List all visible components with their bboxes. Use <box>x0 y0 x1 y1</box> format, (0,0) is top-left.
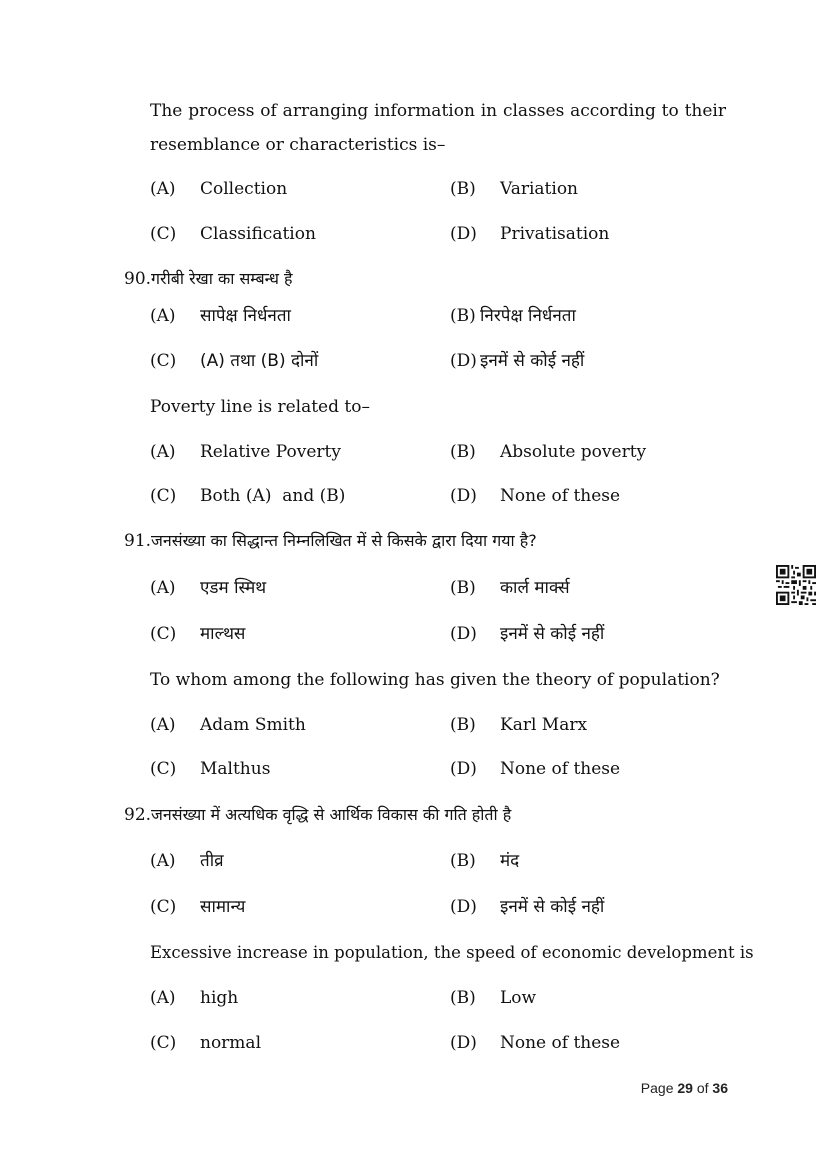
q92-question-hi-text: जनसंख्या में अत्यधिक वृद्धि से आर्थिक विकास की गति होती है <box>151 805 512 824</box>
q91-en-option-a-label: (A) <box>150 715 176 735</box>
q91-hi-option-d-text: इनमें से कोई नहीं <box>500 624 605 644</box>
qr-code-icon <box>776 565 816 605</box>
q91-hi-option-b-label: (B) <box>450 578 476 598</box>
q90-en-option-a-label: (A) <box>150 442 176 462</box>
q91-question-en: To whom among the following has given the theory of population? <box>150 670 720 690</box>
current-page: 29 <box>677 1080 693 1096</box>
q90-hi-option-b-label: (B) <box>450 306 476 326</box>
q92-question-hi <box>124 804 511 826</box>
q92-en-option-b-label: (B) <box>450 988 476 1008</box>
q92-hi-option-b-label: (B) <box>450 851 476 871</box>
q90-en-option-a-text: Relative Poverty <box>200 442 341 462</box>
q90-hi-option-c-text: (A) तथा (B) दोनों <box>200 351 319 371</box>
q89-question-en: The process of arranging information in classes according to their resemblance or characteristics is– <box>150 101 726 155</box>
q91-number: 91. <box>124 531 152 551</box>
q89-en-option-a-text: Collection <box>200 179 288 199</box>
page-word: Page <box>640 1080 674 1096</box>
q92-hi-option-d-label: (D) <box>450 897 477 917</box>
q91-question-hi-text: जनसंख्या का सिद्धान्त निम्नलिखित में से किसके द्वारा दिया गया है? <box>151 531 537 550</box>
q90-hi-option-c-label: (C) <box>150 351 177 371</box>
q92-en-option-c-text: normal <box>200 1033 262 1053</box>
q90-question-en: Poverty line is related to– <box>150 397 370 417</box>
q91-hi-option-c-text: माल्थस <box>200 624 246 644</box>
page-number <box>641 1079 728 1097</box>
q91-hi-option-d-label: (D) <box>450 624 477 644</box>
q92-hi-option-a-label: (A) <box>150 851 176 871</box>
q89-en-option-a-label: (A) <box>150 179 176 199</box>
q92-en-option-a-text: high <box>200 988 239 1008</box>
q90-en-option-d-label: (D) <box>450 486 477 506</box>
q90-hi-option-d-label: (D) <box>450 351 477 371</box>
q90-en-option-b-text: Absolute poverty <box>500 442 647 462</box>
q90-en-option-c-text: Both (A) and (B) <box>200 486 346 506</box>
q92-en-option-c-label: (C) <box>150 1033 177 1053</box>
q92-number: 92. <box>124 805 152 825</box>
q92-hi-option-d-text: इनमें से कोई नहीं <box>500 897 605 917</box>
q89-en-option-c-label: (C) <box>150 224 177 244</box>
q90-hi-option-d-text: इनमें से कोई नहीं <box>480 351 585 371</box>
q92-en-option-a-label: (A) <box>150 988 176 1008</box>
q90-question-hi-text: गरीबी रेखा का सम्बन्ध है <box>151 269 293 288</box>
q91-hi-option-b-text: कार्ल मार्क्स <box>500 578 570 598</box>
q89-en-option-b-text: Variation <box>500 179 579 199</box>
q91-hi-option-a-label: (A) <box>150 578 176 598</box>
q92-hi-option-c-label: (C) <box>150 897 177 917</box>
q90-en-option-b-label: (B) <box>450 442 476 462</box>
q89-en-option-c-text: Classification <box>200 224 316 244</box>
q90-en-option-c-label: (C) <box>150 486 177 506</box>
total-pages: 36 <box>712 1080 728 1096</box>
q92-hi-option-a-text: तीव्र <box>200 851 224 871</box>
q90-number: 90. <box>124 269 152 289</box>
of-word: of <box>696 1080 709 1096</box>
q91-hi-option-a-text: एडम स्मिथ <box>200 578 267 598</box>
q92-hi-option-b-text: मंद <box>500 851 520 871</box>
q91-en-option-b-label: (B) <box>450 715 476 735</box>
q91-en-option-c-text: Malthus <box>200 759 271 779</box>
q92-en-option-d-text: None of these <box>500 1033 621 1053</box>
q91-en-option-d-text: None of these <box>500 759 621 779</box>
q89-en-option-b-label: (B) <box>450 179 476 199</box>
q89-en-option-d-label: (D) <box>450 224 477 244</box>
q90-question-hi <box>124 268 293 290</box>
q90-hi-option-a-text: सापेक्ष निर्धनता <box>200 306 291 326</box>
q91-en-option-d-label: (D) <box>450 759 477 779</box>
q90-hi-option-a-label: (A) <box>150 306 176 326</box>
q91-question-hi <box>124 530 537 552</box>
q91-hi-option-c-label: (C) <box>150 624 177 644</box>
q92-hi-option-c-text: सामान्य <box>200 897 246 917</box>
q92-en-option-b-text: Low <box>500 988 537 1008</box>
q91-en-option-b-text: Karl Marx <box>500 715 588 735</box>
q92-en-option-d-label: (D) <box>450 1033 477 1053</box>
q89-en-option-d-text: Privatisation <box>500 224 610 244</box>
q91-en-option-c-label: (C) <box>150 759 177 779</box>
q90-en-option-d-text: None of these <box>500 486 621 506</box>
q91-en-option-a-text: Adam Smith <box>200 715 306 735</box>
q92-question-en: Excessive increase in population, the speed of economic development is <box>150 943 754 962</box>
q90-hi-option-b-text: निरपेक्ष निर्धनता <box>480 306 576 326</box>
